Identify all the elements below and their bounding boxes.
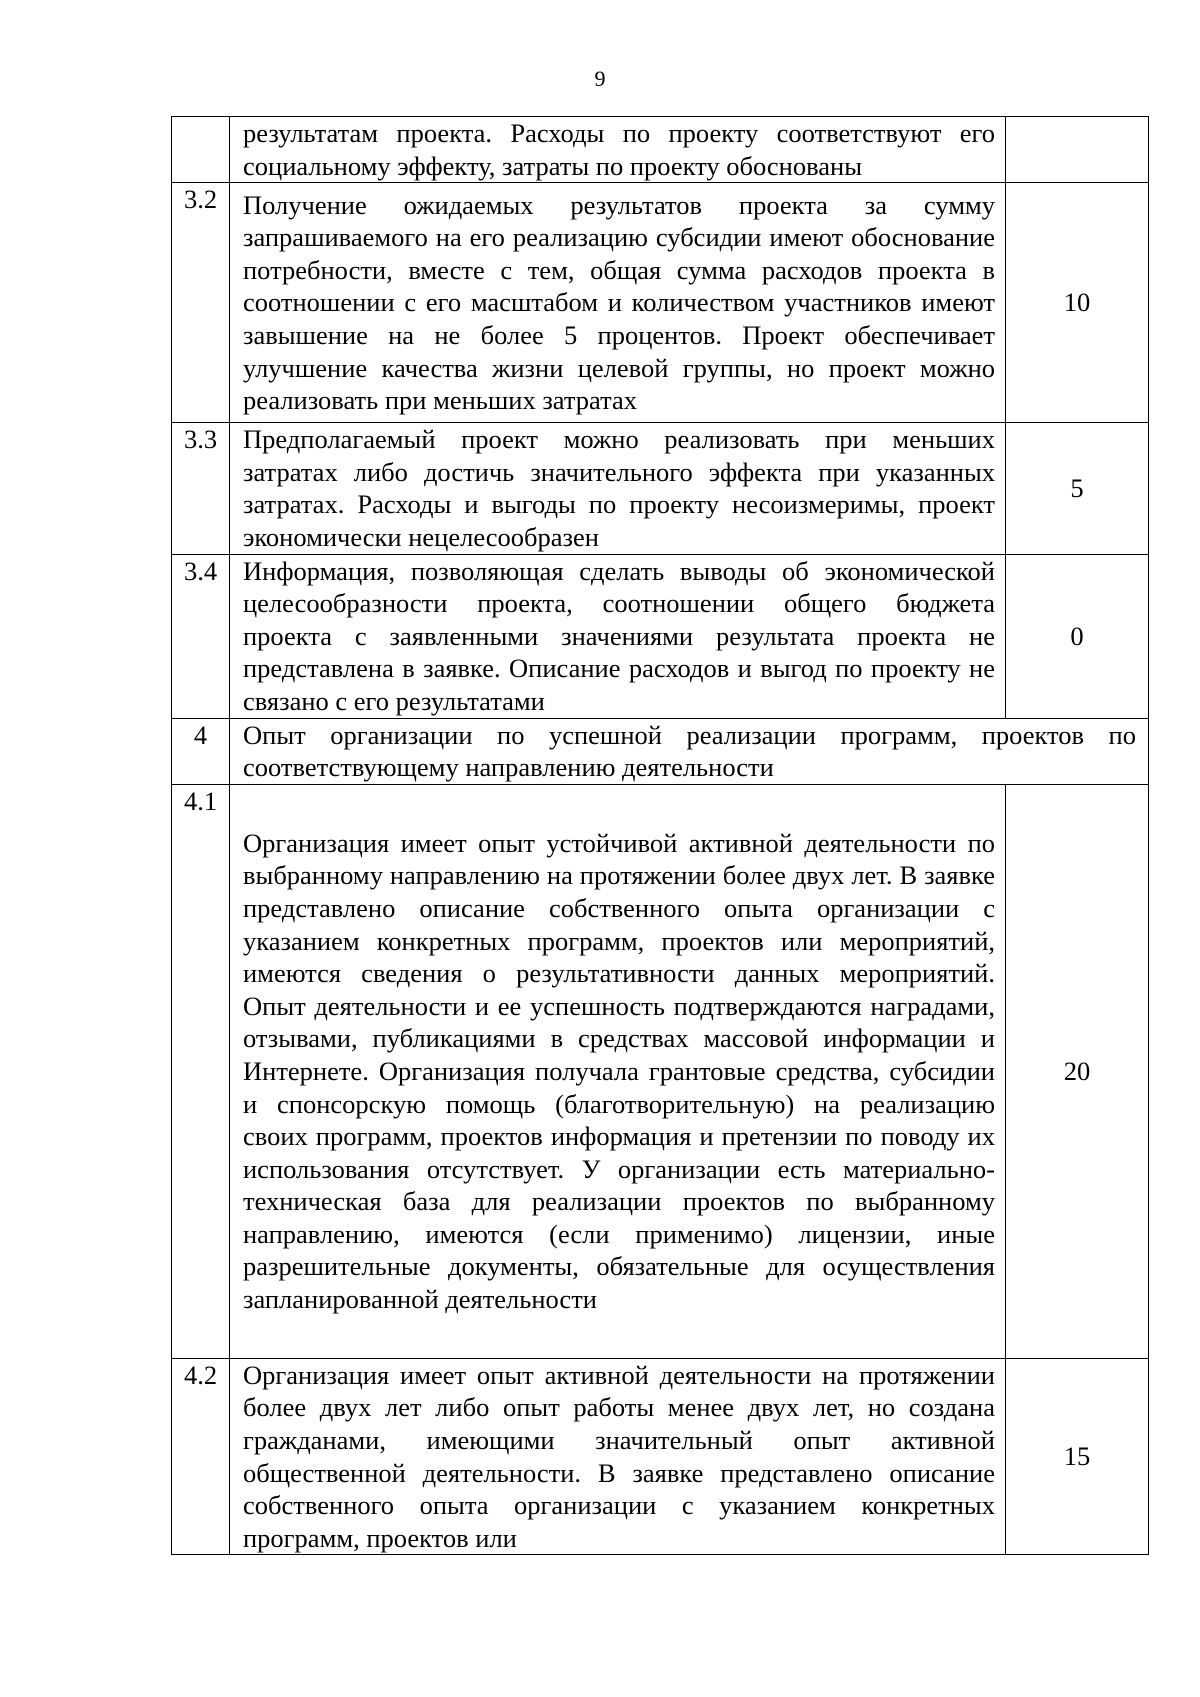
row-description: Получение ожидаемых результатов проекта за сумму запрашиваемого на его реализацию субсидии имеют обоснование потребности, вместе с тем, общая сумма расходов проекта в соотношении с его масштабом и количеством участников имеют завышение на не более 5 процентов. Проект обеспечивает улучшение качества жизни целевой группы, но проект можно реализовать при меньших затратах	[230, 183, 1006, 423]
row-description: результатам проекта. Расходы по проекту соответствуют его социальному эффекту, затраты по проекту обоснованы	[230, 117, 1006, 183]
row-number: 4.1	[172, 784, 230, 1358]
table-row	[172, 554, 1149, 718]
row-number: 4	[172, 718, 230, 784]
table-row	[172, 784, 1149, 1358]
row-description: Опыт организации по успешной реализации программ, проектов по соответствующему направлению деятельности	[230, 718, 1149, 784]
row-score	[1006, 117, 1149, 183]
row-score: 15	[1006, 1358, 1149, 1555]
table-row	[172, 1358, 1149, 1555]
row-number: 3.4	[172, 554, 230, 718]
row-score: 0	[1006, 554, 1149, 718]
table-row	[172, 117, 1149, 183]
row-number: 4.2	[172, 1358, 230, 1555]
row-description: Информация, позволяющая сделать выводы об экономической целесообразности проекта, соотношении общего бюджета проекта с заявленными значениями результата проекта не представлена в заявке. Описание расходов и выгод по проекту не связано с его результатами	[230, 554, 1006, 718]
row-description: Организация имеет опыт устойчивой активной деятельности по выбранному направлению на протяжении более двух лет. В заявке представлено описание собственного опыта организации с указанием конкретных программ, проектов или мероприятий, имеются сведения о результативности данных мероприятий. Опыт деятельности и ее успешность подтверждаются наградами, отзывами, публикациями в средствах массовой информации и Интернете. Организация получала грантовые средства, субсидии и спонсорскую помощь (благотворительную) на реализацию своих программ, проектов информация и претензии по поводу их использования отсутствует. У организации есть материально-техническая база для реализации проектов по выбранному направлению, имеются (если применимо) лицензии, иные разрешительные документы, обязательные для осуществления запланированной деятельности	[230, 784, 1006, 1358]
row-number: 3.2	[172, 183, 230, 423]
row-description: Предполагаемый проект можно реализовать при меньших затратах либо достичь значительного эффекта при указанных затратах. Расходы и выгоды по проекту несоизмеримы, проект экономически нецелесообразен	[230, 423, 1006, 554]
table-row	[172, 183, 1149, 423]
row-score: 20	[1006, 784, 1149, 1358]
table-row	[172, 423, 1149, 554]
row-description: Организация имеет опыт активной деятельности на протяжении более двух лет либо опыт работы менее двух лет, но создана гражданами, имеющими значительный опыт активной общественной деятельности. В заявке представлено описание собственного опыта организации с указанием конкретных программ, проектов или	[230, 1358, 1006, 1555]
row-number: 3.3	[172, 423, 230, 554]
table-row	[172, 718, 1149, 784]
row-number	[172, 117, 230, 183]
row-score: 10	[1006, 183, 1149, 423]
criteria-table	[171, 116, 1149, 1555]
page-number: 9	[594, 66, 606, 91]
row-score: 5	[1006, 423, 1149, 554]
